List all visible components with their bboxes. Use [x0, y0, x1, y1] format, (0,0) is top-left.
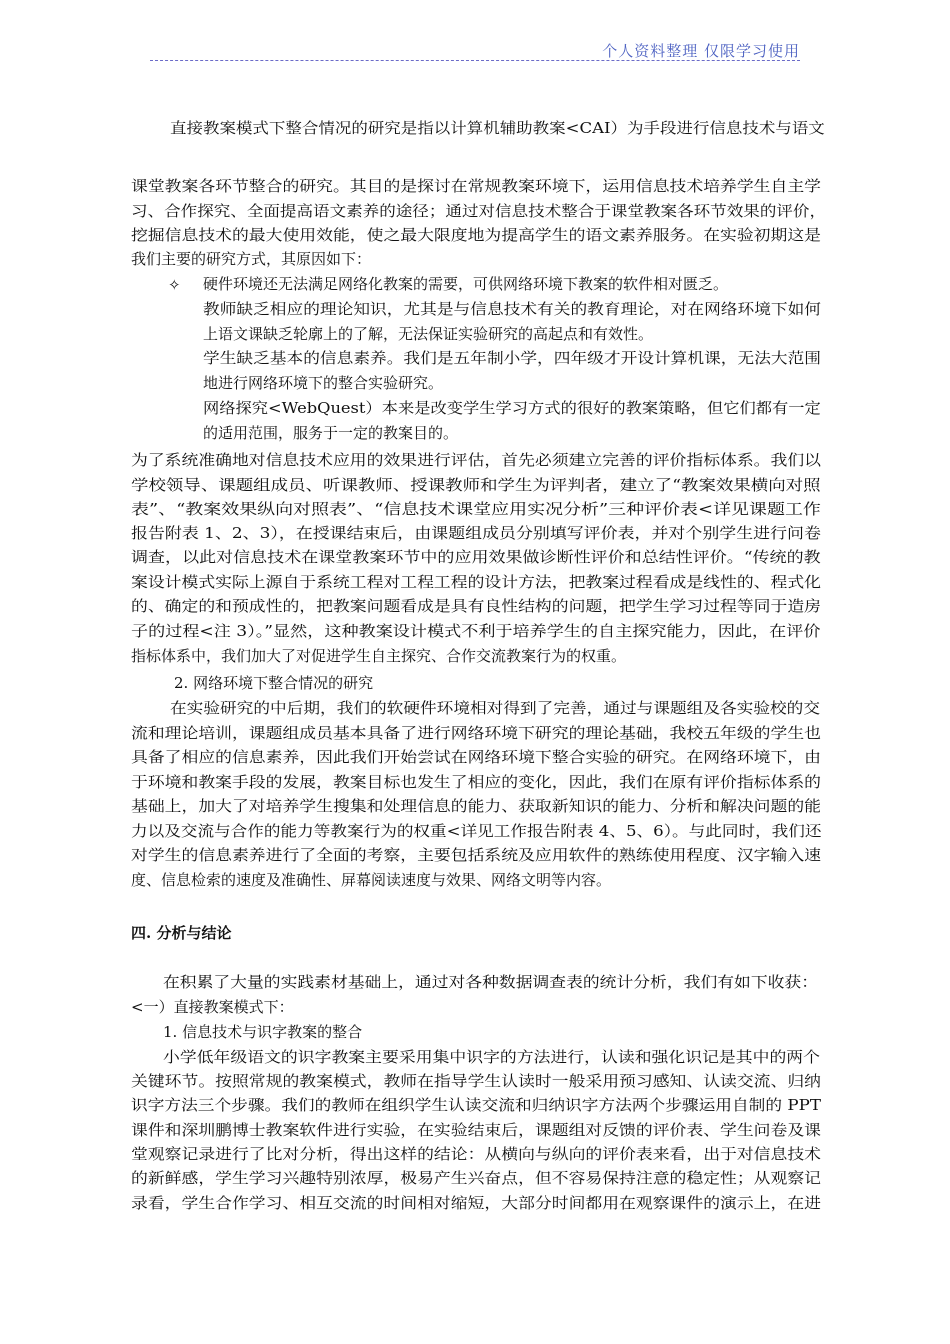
text-line: 具备了相应的信息素养，因此我们开始尝试在网络环境下整合实验的研究。在网络环境下，由 — [131, 748, 822, 766]
text-line: 子的过程<注 3）。”显然，这种教案设计模式不利于培养学生的自主探究能力，因此，在评价 — [131, 622, 821, 640]
text-line: 关键环节。按照常规的教案模式，教师在指导学生认读时一般采用预习感知、认读交流、归纳 — [131, 1072, 822, 1090]
text-line: 上语文课缺乏轮廓上的了解，无法保证实验研究的高起点和有效性。 — [203, 325, 654, 343]
bullet-diamond-icon: ✧ — [168, 276, 181, 294]
text-line: 为了系统准确地对信息技术应用的效果进行评估，首先必须建立完善的评价指标体系。我们以 — [131, 451, 822, 469]
text-line: 习、合作探究、全面提高语文素养的途径；通过对信息技术整合于课堂教案各环节效果的评价， — [131, 202, 827, 220]
text-line: 度、信息检索的速度及准确性、屏幕阅读速度与效果、网络文明等内容。 — [131, 871, 612, 889]
text-line: 表”、“教案效果纵向对照表”、“信息技术课堂应用实况分析”三种评价表<详见课题工作 — [131, 500, 821, 518]
text-line: 基础上，加大了对培养学生搜集和处理信息的能力、获取新知识的能力、分析和解决问题的能 — [131, 797, 822, 815]
text-line: 小学低年级语文的识字教案主要采用集中识字的方法进行，认读和强化识记是其中的两个 — [163, 1048, 821, 1066]
text-line: <一）直接教案模式下： — [131, 998, 294, 1016]
text-line: 课堂教案各环节整合的研究。其目的是探讨在常规教案环境下，运用信息技术培养学生自主学 — [131, 177, 822, 195]
text-line: 硬件环境还无法满足网络化教案的需要，可供网络环境下教案的软件相对匮乏。 — [203, 275, 729, 293]
text-line: 教师缺乏相应的理论知识，尤其是与信息技术有关的教育理论，对在网络环境下如何 — [203, 300, 822, 318]
text-line: 力以及交流与合作的能力等教案行为的权重<详见工作报告附表 4、5、6）。与此同时，我们还 — [131, 822, 822, 840]
text-line: 学校领导、课题组成员、听课教师、授课教师和学生为评判者，建立了“教案效果横向对照 — [131, 476, 821, 494]
text-line: 在积累了大量的实践素材基础上，通过对各种数据调查表的统计分析，我们有如下收获： — [163, 973, 819, 991]
text-line: 的、确定的和预成性的，把教案问题看成是具有良性结构的问题，把学生学习过程等同于造房 — [131, 597, 822, 615]
text-line: 报告附表 1、2、3），在授课结束后，由课题组成员分别填写评价表，并对个别学生进行问卷 — [131, 524, 821, 542]
text-line: 于环境和教案手段的发展，教案目标也发生了相应的变化，因此，我们在原有评价指标体系的 — [131, 773, 822, 791]
page-header — [150, 40, 800, 61]
text-line: 录看，学生合作学习、相互交流的时间相对缩短，大部分时间都用在观察课件的演示上，在进 — [131, 1194, 822, 1212]
text-line: 学生缺乏基本的信息素养。我们是五年制小学，四年级才开设计算机课，无法大范围 — [203, 349, 822, 367]
text-line: 在实验研究的中后期，我们的软硬件环境相对得到了完善，通过与课题组及各实验校的交 — [170, 699, 821, 717]
text-line: 直接教案模式下整合情况的研究是指以计算机辅助教案<CAI）为手段进行信息技术与语文 — [170, 119, 825, 137]
text-line: 课件和深圳鹏博士教案软件进行实验，在实验结束后，课题组对反馈的评价表、学生问卷及课 — [131, 1121, 822, 1139]
text-line: 地进行网络环境下的整合实验研究。 — [203, 374, 444, 392]
text-line: 网络探究<WebQuest）本来是改变学生学习方式的很好的教案策略，但它们都有一定 — [203, 399, 821, 417]
text-line: 识字方法三个步骤。我们的教师在组织学生认读交流和归纳识字方法两个步骤运用自制的 PPT — [131, 1096, 821, 1114]
text-line: 我们主要的研究方式，其原因如下： — [131, 250, 372, 268]
text-line: 调查，以此对信息技术在课堂教案环节中的应用效果做诊断性评价和总结性评价。“传统的教 — [131, 548, 821, 566]
section-heading: 四. 分析与结论 — [131, 924, 232, 942]
text-line: 对学生的信息素养进行了全面的考察，主要包括系统及应用软件的熟练使用程度、汉字输入速 — [131, 846, 822, 864]
text-line: 2. 网络环境下整合情况的研究 — [174, 674, 374, 692]
text-line: 案设计模式实际上源自于系统工程对工程工程的设计方法，把教案过程看成是线性的、程式化 — [131, 573, 822, 591]
text-line: 堂观察记录进行了比对分析，得出这样的结论：从横向与纵向的评价表来看，出于对信息技术 — [131, 1145, 822, 1163]
text-line: 流和理论培训，课题组成员基本具备了进行网络环境下研究的理论基础，我校五年级的学生也 — [131, 724, 822, 742]
text-line: 的适用范围，服务于一定的教案目的。 — [203, 424, 459, 442]
header-text: 个人资料整理 仅限学习使用 — [602, 42, 800, 60]
text-line: 的新鲜感，学生学习兴趣特别浓厚，极易产生兴奋点，但不容易保持注意的稳定性；从观察记 — [131, 1169, 822, 1187]
text-line: 1. 信息技术与识字教案的整合 — [163, 1023, 363, 1041]
text-line: 指标体系中，我们加大了对促进学生自主探究、合作交流教案行为的权重。 — [131, 647, 627, 665]
text-line: 挖掘信息技术的最大使用效能，使之最大限度地为提高学生的语文素养服务。在实验初期这是 — [131, 226, 822, 244]
